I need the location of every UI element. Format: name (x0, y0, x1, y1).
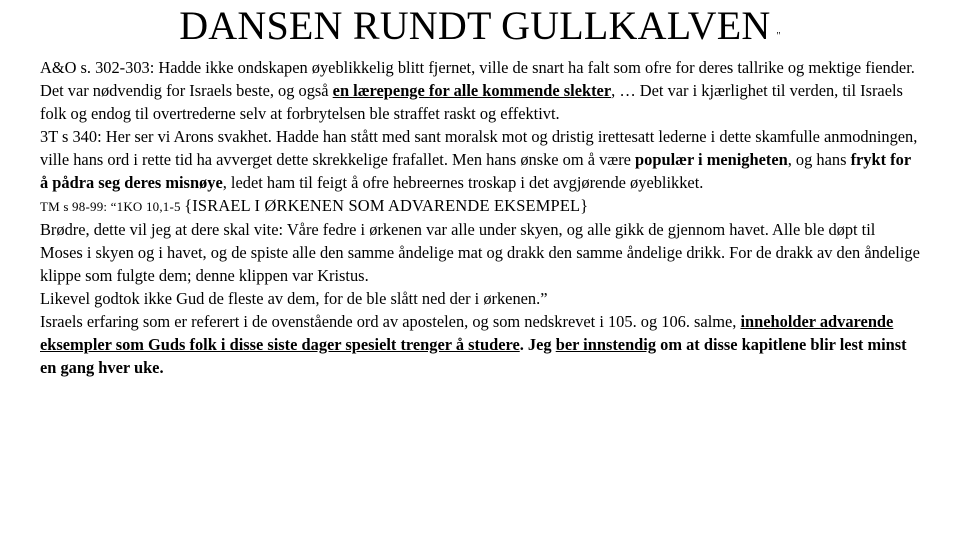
ao-underlined-phrase: en lærepenge for alle kommende slekter (332, 81, 612, 100)
paragraph-likevel (40, 287, 920, 310)
tm-scripture-ref: “1KO 10,1-5 (110, 199, 185, 214)
paragraph-ao (40, 56, 920, 125)
title-text: DANSEN RUNDT GULLKALVEN (179, 3, 771, 48)
3t-reference: 3T s 340: (40, 127, 106, 146)
paragraph-israels (40, 310, 920, 379)
paragraph-3t (40, 125, 920, 194)
paragraph-tm (40, 194, 920, 218)
ao-text-1: Hadde ikke ondskapen øyeblikkelig blitt fjernet, ville de snart ha falt som ofre for deres tallrike og mektige fiender. Det var nødvendig for Israels beste, og også (40, 58, 915, 100)
israels-underlined-phrase-1: inneholder advarende eksempler som Guds folk i disse siste dager spesielt trenger å studere (40, 312, 894, 354)
tm-reference: TM s 98-99: (40, 199, 111, 214)
israels-text-1: Israels erfaring som er referert i de ovenstående ord av apostelen, og som nedskrevet i 105. og 106. salme, (40, 312, 741, 331)
3t-text-3: , ledet ham til feigt å ofre hebreernes troskap i det avgjørende øyeblikket. (222, 173, 704, 192)
tm-heading: {ISRAEL I ØRKENEN SOM ADVARENDE EKSEMPEL} (184, 196, 589, 215)
3t-bold-phrase-2: frykt for å pådra seg deres misnøye (40, 150, 911, 192)
3t-bold-phrase-1: populær i menigheten (635, 150, 788, 169)
israels-underlined-phrase-2: ber innstendig (555, 335, 657, 354)
ao-text-2: , … Det var i kjærlighet til verden, til Israels folk og endog til overtrederne selv at forbrytelsen ble straffet raskt og effektivt. (40, 81, 903, 123)
title-quote-mark: " (776, 31, 781, 42)
scripture-text: Brødre, dette vil jeg at dere skal vite: Våre fedre i ørkenen var alle under skyen, og alle gikk de gjennom havet. Alle ble døpt til Moses i skyen og i havet, og de spiste alle den samme åndelige mat og drakk den samme åndelige drikk. For de drakk av den åndelige klippe som fulgte dem; denne klippen var Kristus. (40, 220, 920, 285)
israels-text-2: . Jeg (519, 335, 556, 354)
likevel-text: Likevel godtok ikke Gud de fleste av dem, for de ble slått ned der i ørkenen.” (40, 289, 548, 308)
3t-text-1: Her ser vi Arons svakhet. Hadde han stått med sant moralsk mot og dristig irettesatt lederne i dette skamfulle anmodningen, ville hans ord i rette tid ha avverget dette skrekkelige frafallet. Men hans ønske om å være (40, 127, 918, 169)
paragraph-scripture (40, 218, 920, 287)
3t-text-2: , og hans (787, 150, 851, 169)
slide-body (40, 56, 920, 379)
slide-title (0, 2, 960, 61)
ao-reference: A&O s. 302-303: (40, 58, 159, 77)
israels-text-3: om at disse kapitlene blir lest minst en gang hver uke. (40, 335, 907, 377)
